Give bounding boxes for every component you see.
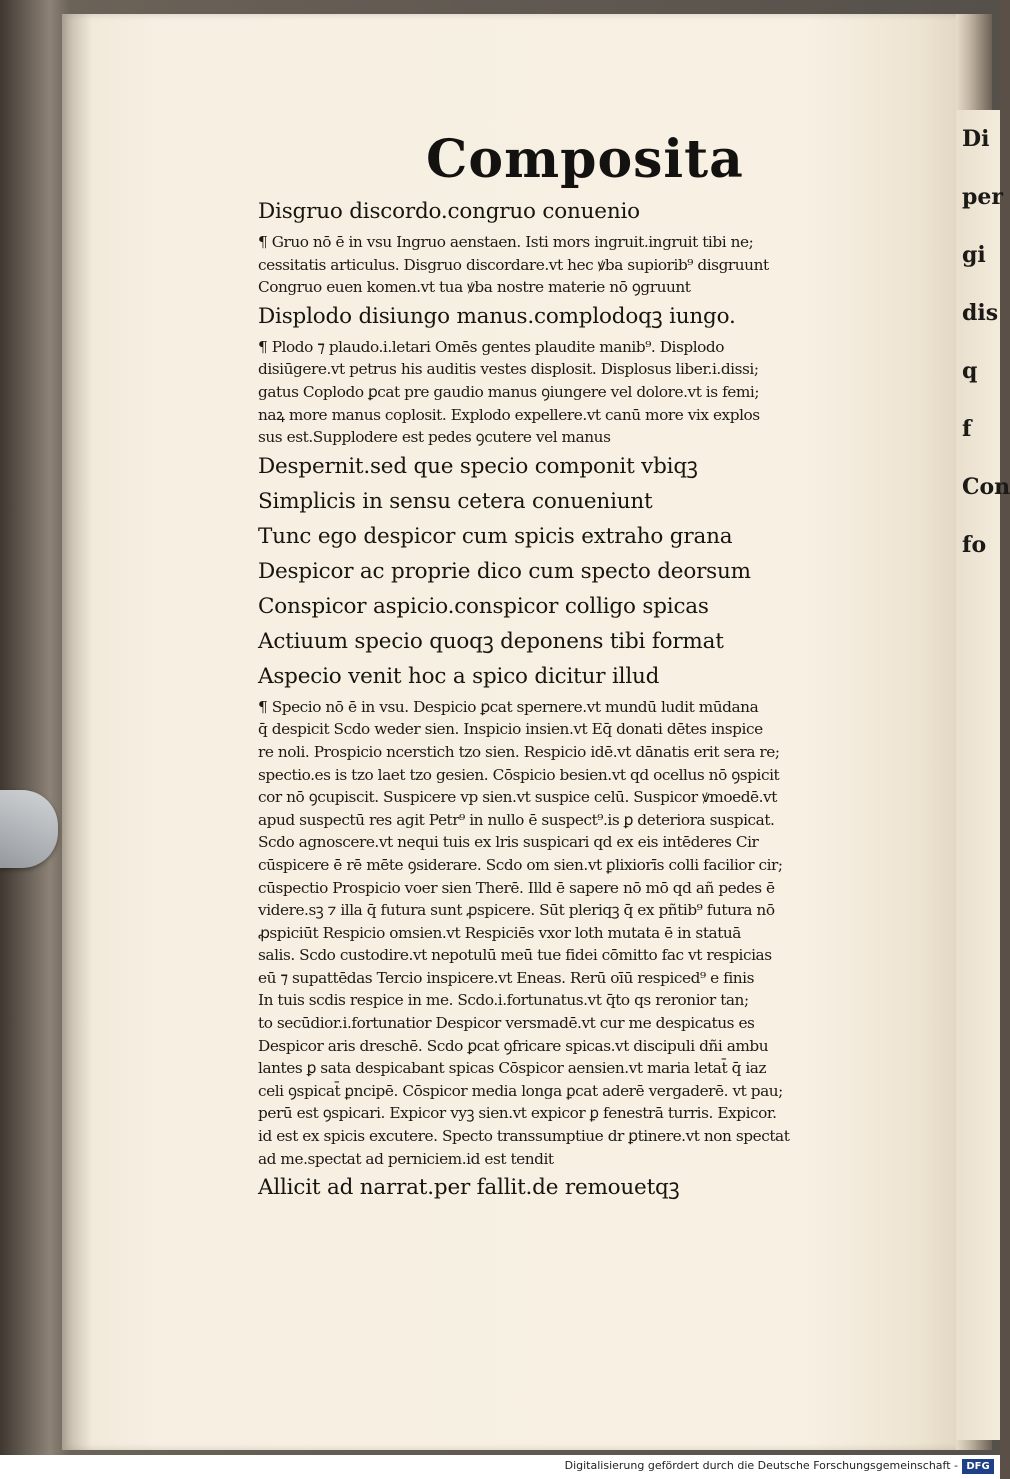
gloss-line: Scdo agnoscere.vt nequi tuis ex lris suspicari qd ex eis intēderes Cir — [258, 833, 759, 852]
adjacent-page-fragment: fo — [962, 532, 987, 558]
gloss-line: salis. Scdo custodire.vt nepotulū meū tue fidei cōmitto fac vt respicias — [258, 946, 772, 965]
gloss-line: In tuis scdis respice in me. Scdo.i.fortunatus.vt q̄to qs reronior tan; — [258, 991, 749, 1010]
gloss-line: cūspicere ē rē mēte ꝯsiderare. Scdo om sien.vt ꝑlixiorīs colli facilior cir; — [258, 855, 783, 874]
gloss-line: cor nō ꝯcupiscit. Suspicere vp sien.vt suspice celū. Suspicor ꝟmoedē.vt — [258, 788, 777, 807]
verse-line: Actiuum specio quoqꝫ deponens tibi format — [258, 628, 724, 654]
verse-line: Displodo disiungo manus.complodoqꝫ iungo. — [258, 303, 736, 329]
adjacent-page-fragment: dis — [962, 300, 999, 326]
gloss-line: ꝓspiciūt Respicio omsien.vt Respiciēs vxor loth mutata ē in statuā — [258, 923, 741, 942]
gloss-line: Despicor aris dreschē. Scdo ꝑcat ꝯfricare spicas.vt discipuli dñi ambu — [258, 1036, 769, 1055]
page-title: Composita — [426, 129, 744, 190]
gloss-line: spectio.es is tzo laet tzo gesien. Cōspicio besien.vt qd ocellus nō ꝯspicit — [258, 765, 780, 784]
footer-bar — [0, 1455, 1000, 1479]
text-blocks — [258, 194, 928, 1205]
gloss-line: id est ex spicis excutere. Specto transsumptiue dr ꝑtinere.vt non spectat — [258, 1127, 790, 1146]
gloss-line: ¶ Plodo ⁊ plaudo.i.letari Omēs gentes plaudite manib⁹. Displodo — [258, 337, 724, 356]
dfg-logo: DFG — [962, 1459, 994, 1474]
funding-notice: Digitalisierung gefördert durch die Deutsche Forschungsgemeinschaft - — [564, 1459, 958, 1472]
gloss-line: perū est ꝯspicari. Expicor vyꝫ sien.vt expicor ꝑ fenestrā turris. Expicor. — [258, 1104, 777, 1123]
gloss-line: Congruo euen komen.vt tua ꝟba nostre materie nō ꝯgruunt — [258, 278, 691, 297]
gloss-line: ad me.spectat ad perniciem.id est tendit — [258, 1149, 554, 1168]
verse-line: Tunc ego despicor cum spicis extraho grana — [258, 523, 733, 549]
verse-line: Simplicis in sensu cetera conueniunt — [258, 488, 653, 514]
adjacent-page-fragment: gi — [962, 242, 986, 268]
verse-line: Disgruo discordo.congruo conuenio — [258, 199, 640, 224]
adjacent-page-fragment: Con — [962, 474, 1010, 500]
gloss-line: naꝝ more manus coplosit. Explodo expellere.vt canū more vix explos — [258, 405, 760, 424]
gloss-line: apud suspectū res agit Petr⁹ in nullo ē suspect⁹.is ꝑ deteriora suspicat. — [258, 810, 775, 829]
gloss-line: re noli. Prospicio ncerstich tzo sien. Respicio idē.vt dānatis erit sera re; — [258, 742, 780, 761]
gloss-line: disiūgere.vt petrus his auditis vestes displosit. Displosus liber.i.dissi; — [258, 360, 759, 379]
gloss-line: sus est.Supplodere est pedes ꝯcutere vel manus — [258, 428, 611, 447]
adjacent-page-fragment: q — [962, 358, 978, 384]
gloss-line: ¶ Gruo nō ē in vsu Ingruo aenstaen. Isti mors ingruit.ingruit tibi ne; — [258, 233, 754, 251]
verse-line: Despicor ac proprie dico cum specto deorsum — [258, 558, 751, 584]
adjacent-page-fragment: per — [962, 184, 1003, 210]
verse-line: Aspecio venit hoc a spico dicitur illud — [258, 663, 660, 689]
gloss-line: to secūdior.i.fortunatior Despicor versmadē.vt cur me despicatus es — [258, 1014, 755, 1033]
gloss-line: videre.sꝫ ⁊ illa q̄ futura sunt ꝓspicere. Sūt pleriqꝫ q̄ ex pñtib⁹ futura nō — [258, 901, 775, 920]
page-clip — [0, 790, 58, 868]
gloss-line: gatus Coplodo ꝑcat pre gaudio manus ꝯiungere vel dolore.vt is femi; — [258, 382, 760, 401]
gloss-line: q̄ despicit Scdo weder sien. Inspicio insien.vt Eq̄ donati dētes inspice — [258, 720, 763, 739]
verse-line: Allicit ad narrat.per fallit.de remouetqꝫ — [258, 1175, 680, 1201]
gloss-line: celi ꝯspicat̄ ꝑncipē. Cōspicor media longa ꝑcat aderē vergaderē. vt pau; — [258, 1081, 783, 1100]
page-text — [258, 128, 928, 1205]
verse-line: Despernit.sed que specio componit vbiqꝫ — [258, 453, 698, 479]
gloss-line: lantes ꝑ sata despicabant spicas Cōspicor aensien.vt maria letat̄ q̄ iaz — [258, 1059, 767, 1078]
gloss-line: cessitatis articulus. Disgruo discordare.vt hec ꝟba supiorib⁹ disgruunt — [258, 255, 769, 274]
adjacent-page-fragment: f — [962, 416, 972, 442]
adjacent-page-fragment: Di — [962, 126, 990, 152]
verse-line: Conspicor aspicio.conspicor colligo spicas — [258, 593, 709, 619]
gloss-line: eū ⁊ supattēdas Tercio inspicere.vt Eneas. Rerū oīū respiced⁹ e finis — [258, 968, 755, 987]
adjacent-page-edge — [956, 110, 1010, 1440]
gloss-line: cūspectio Prospicio voer sien Therē. Illd ē sapere nō mō qd añ pedes ē — [258, 878, 775, 897]
page-fold-shadow — [62, 14, 92, 1450]
gloss-line: ¶ Specio nō ē in vsu. Despicio ꝑcat spernere.vt mundū ludit mūdana — [258, 697, 759, 716]
